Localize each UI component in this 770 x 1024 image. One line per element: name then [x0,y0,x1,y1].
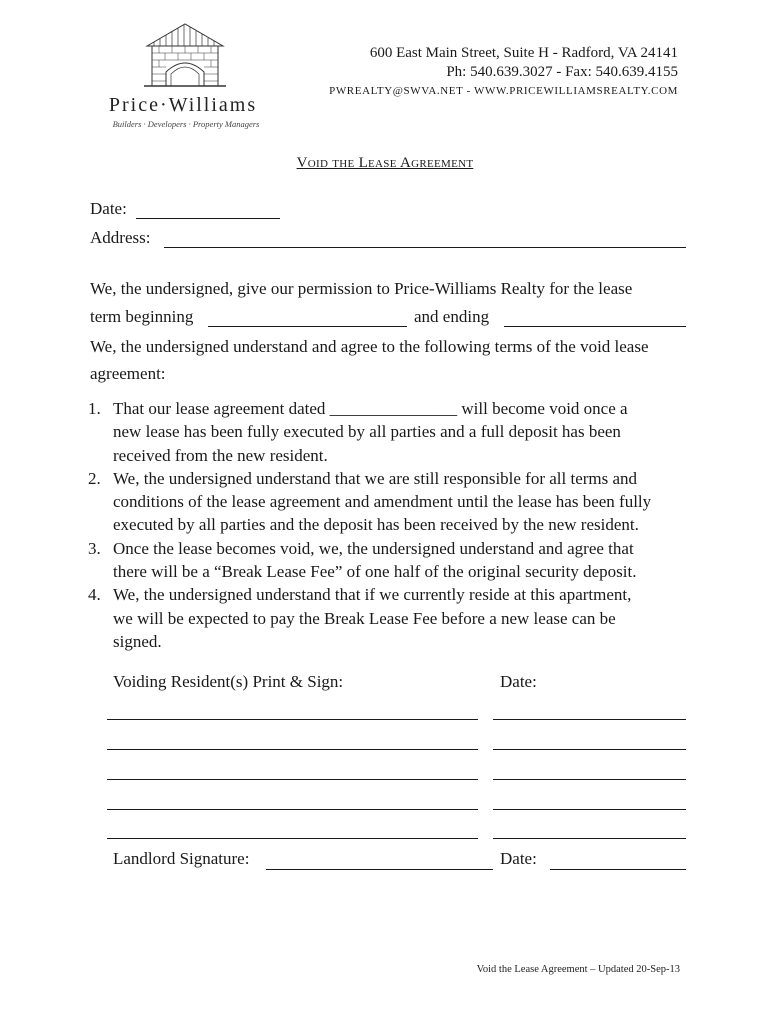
term-line: executed by all parties and the deposit has been received by the new resident. [113,515,639,535]
resident-signature-line-2[interactable] [107,749,478,750]
page-footer: Void the Lease Agreement – Updated 20-Sep-13 [476,964,680,975]
term-number: 3. [88,538,101,558]
company-address: 600 East Main Street, Suite H - Radford, VA 24141 [369,45,678,61]
company-phone-fax: Ph: 540.639.3027 - Fax: 540.639.4155 [446,64,678,80]
address-label: Address: [90,228,151,247]
landlord-signature-line[interactable] [266,869,493,870]
date-label: Date: [90,199,127,218]
resident-date-line-4[interactable] [493,809,686,810]
term-line: That our lease agreement dated _______________ will become void once a [113,399,628,418]
term-line: received from the new resident. [113,445,328,465]
term-beginning-field[interactable] [208,326,407,327]
term-line: We, the undersigned understand that if we currently reside at this apartment, [113,585,632,605]
term-beginning-label: term beginning [90,307,194,326]
term-number: 2. [88,468,101,488]
document-title: Void the Lease Agreement [296,155,474,171]
residents-date-label: Date: [500,672,537,691]
residents-signature-label: Voiding Resident(s) Print & Sign: [113,672,344,691]
term-item [88,397,651,467]
term-line: there will be a “Break Lease Fee” of one half of the original security deposit. [113,562,637,582]
and-ending-label: and ending [414,307,490,326]
and-ending-field[interactable] [504,326,686,327]
term-number: 1. [88,399,101,418]
resident-signature-line-3[interactable] [107,779,478,780]
resident-signature-line-1[interactable] [107,719,478,720]
landlord-date-line[interactable] [550,869,686,870]
resident-date-line-5[interactable] [493,838,686,839]
term-line: we will be expected to pay the Break Lease Fee before a new lease can be [113,608,616,628]
resident-signature-line-5[interactable] [107,838,478,839]
term-line: conditions of the lease agreement and amendment until the lease has been fully [113,492,652,512]
term-line: Once the lease becomes void, we, the undersigned understand and agree that [113,538,634,558]
resident-signature-line-4[interactable] [107,809,478,810]
resident-date-line-2[interactable] [493,749,686,750]
term-line: We, the undersigned understand that we are still responsible for all terms and [113,468,638,488]
company-name: Price·Williams [108,94,258,116]
landlord-signature-label: Landlord Signature: [113,849,250,868]
term-line: signed. [113,631,162,651]
permission-line-3: We, the undersigned understand and agree to the following terms of the void lease [90,337,649,356]
term-line: new lease has been fully executed by all parties and a full deposit has been [113,422,621,442]
term-item [88,537,651,584]
term-number: 4. [88,585,101,605]
term-item [88,583,651,653]
address-field[interactable] [164,247,686,248]
resident-date-line-1[interactable] [493,719,686,720]
permission-line-4: agreement: [90,364,166,383]
resident-date-line-3[interactable] [493,779,686,780]
terms-list [88,397,651,653]
landlord-date-label: Date: [500,849,537,868]
date-field[interactable] [136,218,280,219]
term-item [88,467,651,537]
company-email-web: PWREALTY@SWVA.NET - WWW.PRICEWILLIAMSREALTY.COM [329,85,678,97]
permission-line-1: We, the undersigned, give our permission to Price-Williams Realty for the lease [90,279,633,298]
company-tagline: Builders · Developers · Property Managers [112,119,260,129]
company-logo [92,20,282,135]
